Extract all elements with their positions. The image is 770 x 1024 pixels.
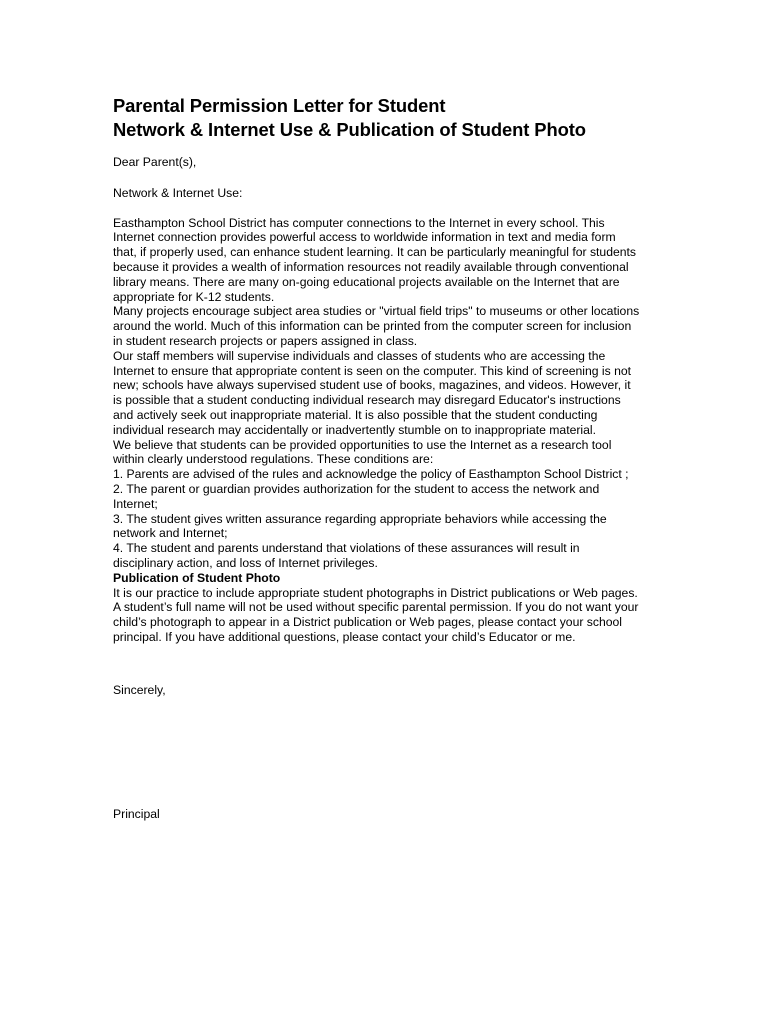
body-line: around the world. Much of this information can be printed from the computer screen for inclusion xyxy=(113,319,632,334)
body-line: because it provides a wealth of information resources not readily available through conventional xyxy=(113,259,629,274)
body-line: individual research may accidentally or inadvertently stumble on to inappropriate material. xyxy=(113,422,597,437)
body-line: Many projects encourage subject area studies or "virtual field trips" to museums or other locations xyxy=(113,304,640,319)
body-line: 2. The parent or guardian provides authorization for the student to access the network and xyxy=(113,481,600,496)
section-label-network: Network & Internet Use: xyxy=(113,185,243,200)
body-line: Internet to ensure that appropriate content is seen on the computer. This kind of screening is not xyxy=(113,363,632,378)
greeting: Dear Parent(s), xyxy=(113,155,197,169)
body-line: new; schools have always supervised student use of books, magazines, and videos. However, it xyxy=(113,378,631,393)
body-line: 3. The student gives written assurance regarding appropriate behaviors while accessing the xyxy=(113,511,607,526)
body-line: 4. The student and parents understand that violations of these assurances will result in xyxy=(113,541,580,556)
body-line: is possible that a student conducting individual research may disregard Educator's instructions xyxy=(113,393,621,408)
closing: Sincerely, xyxy=(113,682,166,697)
photo-line: A student’s full name will not be used without specific parental permission. If you do not want your xyxy=(113,600,639,615)
photo-line: It is our practice to include appropriate student photographs in District publications or Web pages. xyxy=(113,585,638,600)
body-line: and actively seek out inappropriate material. It is also possible that the student conducting xyxy=(113,407,598,422)
letter-title xyxy=(113,94,673,142)
body-line: 1. Parents are advised of the rules and acknowledge the policy of Easthampton School District ; xyxy=(113,467,629,482)
body-line: that, if properly used, can enhance student learning. It can be particularly meaningful for students xyxy=(113,245,637,260)
letter-body xyxy=(113,216,673,645)
signature-title: Principal xyxy=(113,806,160,821)
body-line: within clearly understood regulations. These conditions are: xyxy=(113,452,434,467)
photo-section-heading: Publication of Student Photo xyxy=(113,570,281,585)
body-line: Easthampton School District has computer connections to the Internet in every school. This xyxy=(113,215,605,230)
body-line: library means. There are many on-going educational projects available on the Internet that are xyxy=(113,274,620,289)
title-line: Network & Internet Use & Publication of Student Photo xyxy=(113,119,586,140)
body-line: We believe that students can be provided opportunities to use the Internet as a research tool xyxy=(113,437,612,452)
body-line: Internet; xyxy=(113,496,158,511)
letter-content xyxy=(113,94,673,821)
body-line: appropriate for K-12 students. xyxy=(113,289,275,304)
photo-line: child’s photograph to appear in a District publication or Web pages, please contact your school xyxy=(113,615,623,630)
body-line: in student research projects or papers assigned in class. xyxy=(113,333,418,348)
body-line: disciplinary action, and loss of Internet privileges. xyxy=(113,555,378,570)
body-line: Internet connection provides powerful access to worldwide information in text and media form xyxy=(113,230,616,245)
title-line: Parental Permission Letter for Student xyxy=(113,95,446,116)
body-line: network and Internet; xyxy=(113,526,228,541)
photo-line: principal. If you have additional questions, please contact your child’s Educator or me. xyxy=(113,629,576,644)
body-line: Our staff members will supervise individuals and classes of students who are accessing the xyxy=(113,348,606,363)
